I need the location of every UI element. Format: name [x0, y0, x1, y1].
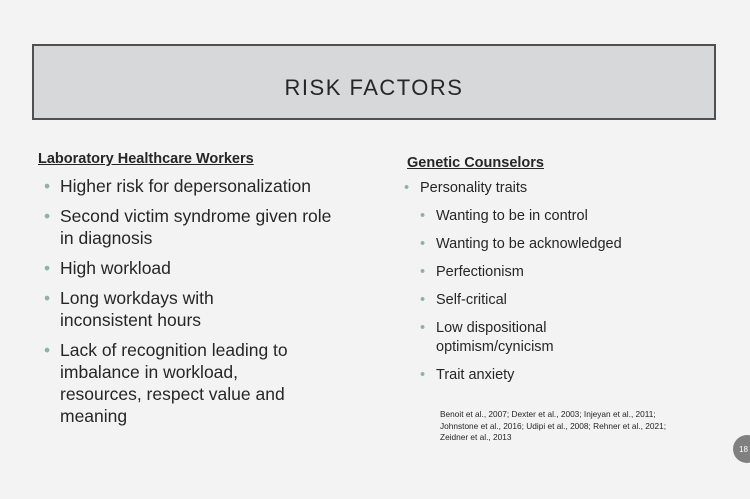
list-item: • Lack of recognition leading to imbalance in workload, resources, respect value and meaning [44, 340, 288, 426]
reference-line: Johnstone et al., 2016; Udipi et al., 2008; Rehner et al., 2021; [440, 420, 667, 431]
bullet-icon: • [420, 264, 426, 280]
bullet-icon: • [420, 367, 426, 383]
reference-line: Benoit et al., 2007; Dexter et al., 2003; Injeyan et al., 2011; [440, 409, 656, 419]
list-item: • Self-critical [420, 292, 507, 308]
bullet-icon: • [420, 208, 426, 224]
right-bullet-list [404, 179, 704, 394]
bullet-icon: • [44, 176, 51, 196]
left-column-heading: Laboratory Healthcare Workers [38, 151, 254, 167]
list-item: • High workload [44, 258, 171, 278]
list-item: • Personality traits [404, 180, 528, 196]
bullet-icon: • [44, 288, 51, 308]
left-bullet-list [44, 175, 344, 435]
bullet-icon: • [44, 206, 51, 226]
right-column-heading: Genetic Counselors [407, 155, 544, 171]
page-number: 18 [739, 444, 748, 454]
bullet-icon: • [44, 258, 51, 278]
bullet-icon: • [420, 236, 426, 252]
references [440, 409, 705, 444]
list-item: • Low dispositional optimism/cynicism [420, 320, 554, 355]
list-item: • Second victim syndrome given role in diagnosis [44, 206, 332, 248]
bullet-icon: • [420, 320, 426, 336]
slide-title: RISK FACTORS [284, 75, 464, 100]
list-item: • Perfectionism [420, 264, 524, 280]
list-item: • Wanting to be in control [420, 208, 588, 224]
title-banner [32, 44, 716, 120]
bullet-icon: • [420, 292, 426, 308]
page-number-badge [733, 435, 750, 463]
list-item: • Long workdays with inconsistent hours [44, 288, 214, 330]
reference-line: Zeidner et al., 2013 [440, 432, 512, 442]
list-item: • Wanting to be acknowledged [420, 236, 622, 252]
bullet-icon: • [44, 340, 51, 360]
bullet-icon: • [404, 180, 410, 196]
list-item: • Trait anxiety [420, 367, 515, 383]
list-item: • Higher risk for depersonalization [44, 176, 311, 196]
